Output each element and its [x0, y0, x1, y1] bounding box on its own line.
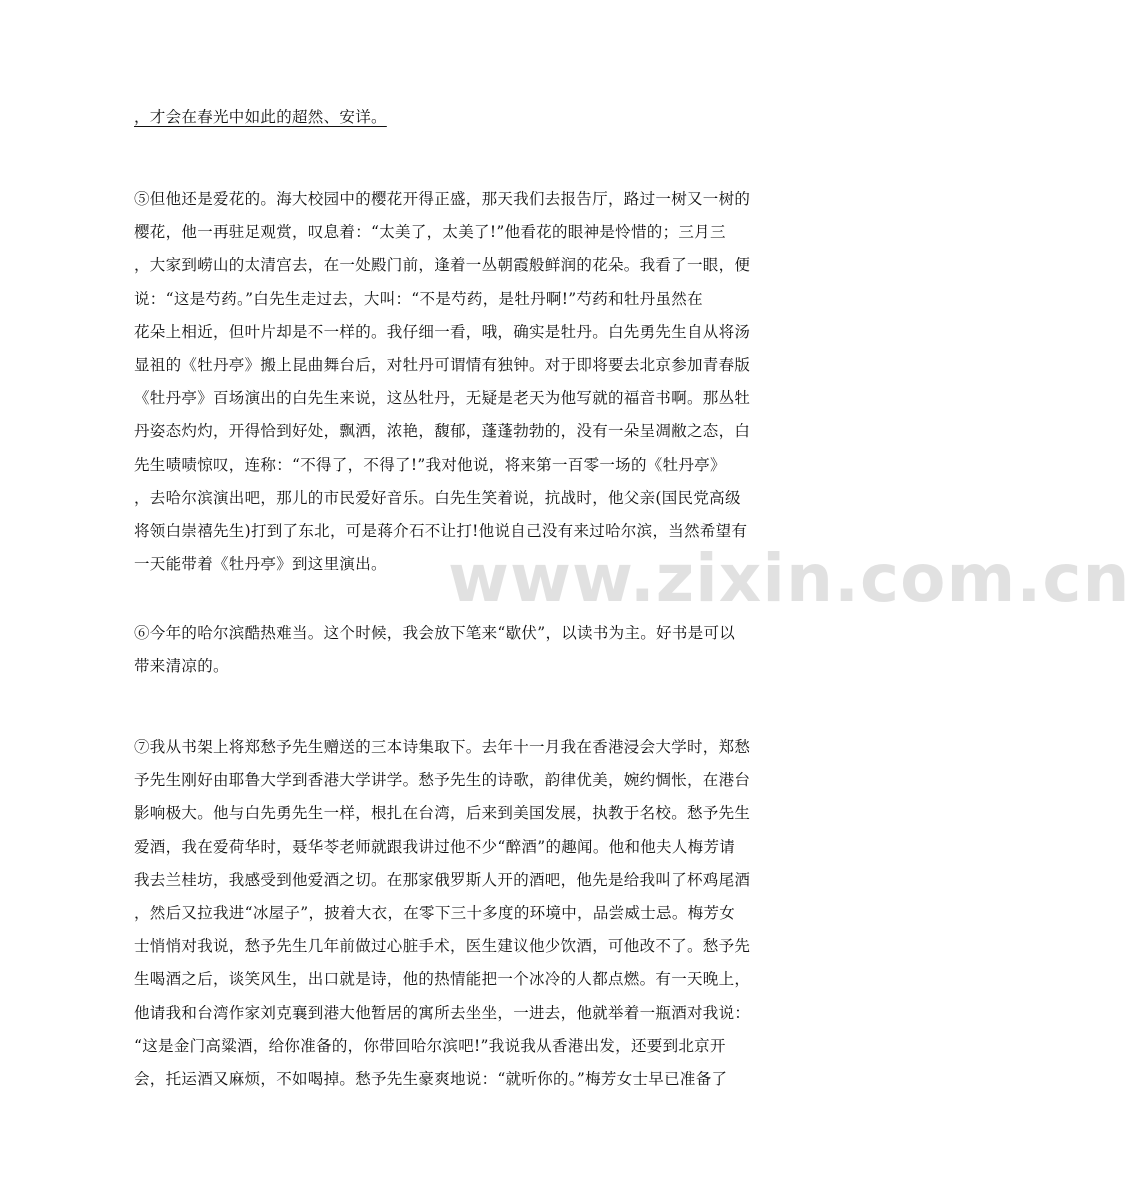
text-line: ⑥今年的哈尔滨酷热难当。这个时候，我会放下笔来“歇伏”，以读书为主。好书是可以 — [134, 624, 736, 642]
paragraph-6 — [134, 617, 784, 683]
text-line: ，才会在春光中如此的超然、安详。 — [134, 108, 387, 126]
text-line: ⑤但他还是爱花的。海大校园中的樱花开得正盛，那天我们去报告厅，路过一树又一树的 — [134, 190, 751, 208]
text-line: 士悄悄对我说，愁予先生几年前做过心脏手术，医生建议他少饮酒，可他改不了。愁予先 — [134, 937, 751, 956]
paragraph-7 — [134, 731, 784, 1096]
text-line: 他请我和台湾作家刘克襄到港大他暂居的寓所去坐坐，一进去，他就举着一瓶酒对我说： — [134, 1003, 751, 1022]
text-line: 爱酒，我在爱荷华时，聂华苓老师就跟我讲过他不少“醉酒”的趣闻。他和他夫人梅芳请 — [134, 837, 736, 856]
text-line: 说：“这是芍药。”白先生走过去，大叫：“不是芍药，是牡丹啊!”芍药和牡丹虽然在 — [134, 289, 703, 308]
paragraph-5 — [134, 183, 784, 581]
text-line: ⑦我从书架上将郑愁予先生赠送的三本诗集取下。去年十一月我在香港浸会大学时，郑愁 — [134, 738, 751, 756]
text-line: ，大家到崂山的太清宫去，在一处殿门前，逢着一丛朝霞般鲜润的花朵。我看了一眼，便 — [134, 256, 751, 275]
text-line: 予先生刚好由耶鲁大学到香港大学讲学。愁予先生的诗歌，韵律优美，婉约惆怅，在港台 — [134, 771, 751, 790]
text-line: 带来清凉的。 — [134, 657, 229, 676]
text-line: 会，托运酒又麻烦，不如喝掉。愁予先生豪爽地说：“就听你的。”梅芳女士早已准备了 — [134, 1069, 728, 1088]
text-line: 一天能带着《牡丹亭》到这里演出。 — [134, 555, 387, 574]
paragraph-fragment — [134, 101, 784, 134]
text-line: ，去哈尔滨演出吧，那儿的市民爱好音乐。白先生笑着说，抗战时，他父亲(国民党高级 — [134, 488, 741, 507]
text-line: 花朵上相近，但叶片却是不一样的。我仔细一看，哦，确实是牡丹。白先勇先生自从将汤 — [134, 322, 751, 341]
text-line: “这是金门高粱酒，给你准备的，你带回哈尔滨吧!”我说我从香港出发，还要到北京开 — [134, 1036, 726, 1055]
text-line: 先生啧啧惊叹，连称：“不得了，不得了!”我对他说，将来第一百零一场的《牡丹亭》 — [134, 455, 726, 474]
text-line: 《牡丹亭》百场演出的白先生来说，这丛牡丹，无疑是老天为他写就的福音书啊。那丛牡 — [134, 389, 751, 408]
text-line: 影响极大。他与白先勇先生一样，根扎在台湾，后来到美国发展，执教于名校。愁予先生 — [134, 804, 751, 823]
text-line: ，然后又拉我进“冰屋子”，披着大衣，在零下三十多度的环境中，品尝威士忌。梅芳女 — [134, 903, 736, 922]
text-line: 樱花，他一再驻足观赏，叹息着：“太美了，太美了!”他看花的眼神是怜惜的；三月三 — [134, 223, 726, 242]
text-line: 我去兰桂坊，我感受到他爱酒之切。在那家俄罗斯人开的酒吧，他先是给我叫了杯鸡尾酒 — [134, 870, 751, 889]
watermark: www.zixin.com.cn — [448, 540, 1130, 617]
text-line: 显祖的《牡丹亭》搬上昆曲舞台后，对牡丹可谓情有独钟。对于即将要去北京参加青春版 — [134, 355, 751, 374]
text-line: 丹姿态灼灼，开得恰到好处，飘洒，浓艳，馥郁，蓬蓬勃勃的，没有一朵呈凋敝之态，白 — [134, 422, 751, 441]
text-line: 将领白崇禧先生)打到了东北，可是蒋介石不让打!他说自己没有来过哈尔滨，当然希望有 — [134, 521, 748, 540]
text-line: 生喝酒之后，谈笑风生，出口就是诗，他的热情能把一个冰冷的人都点燃。有一天晚上， — [134, 970, 751, 989]
